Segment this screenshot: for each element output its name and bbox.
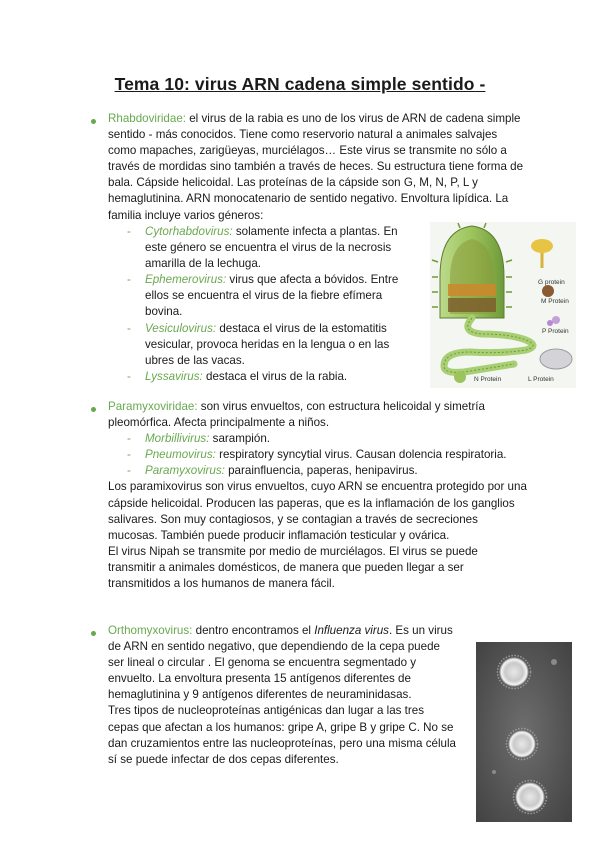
genus-item: - Morbillivirus: sarampión. xyxy=(127,432,270,446)
genus-name: Ephemerovirus: xyxy=(145,273,227,287)
bullet-paramyxoviridae xyxy=(91,407,96,412)
genus-text: destaca el virus de la estomatitis vesicular, provoca heridas en la lengua o en las ubres de las vacas. xyxy=(145,321,390,367)
genus-text: parainfluencia, paperas, henipavirus. xyxy=(224,464,418,478)
orthomyxovirus-paragraph: Orthomyxovirus: dentro encontramos el Influenza virus. Es un virus de ARN en sentido negativo, que dependiendo de la cepa puede ser lineal o circular . El genoma se encuentra segmentado y envuelto. La envoltura presenta 15 antígenos diferentes de hemaglutinina y 9 antígenos diferentes de neuraminidasas. xyxy=(108,624,453,702)
genus-item: - Pneumovirus: respiratory syncytial virus. Causan dolencia respiratoria. xyxy=(127,448,507,462)
influenza-virus-term: Influenza virus xyxy=(314,624,389,637)
page-title: Tema 10: virus ARN cadena simple sentido - xyxy=(114,74,486,94)
genus-text: destaca el virus de la rabia. xyxy=(202,369,348,383)
n-protein-label: N Protein xyxy=(474,376,502,383)
m-protein-label: M Protein xyxy=(541,298,569,305)
genus-item: - Cytorhabdovirus: solamente infecta a plantas. En este género se encuentra el virus de la necrosis amarilla de la lechuga. xyxy=(127,225,398,271)
rhabdoviridae-name: Rhabdoviridae: xyxy=(108,112,186,125)
genus-item: - Lyssavirus: destaca el virus de la rabia. xyxy=(127,369,348,383)
genus-name: Cytorhabdovirus: xyxy=(145,225,233,238)
rhabdoviridae-genera-list xyxy=(108,224,412,385)
genus-text: virus que afecta a bóvidos. Entre ellos se encuentra el virus de la fiebre efímera bovina. xyxy=(145,273,399,319)
orthomyxovirus-name: Orthomyxovirus: xyxy=(108,624,193,637)
genus-name: Vesiculovirus: xyxy=(145,321,217,335)
bullet-rhabdoviridae xyxy=(91,119,96,124)
l-protein-label: L Protein xyxy=(528,376,554,383)
genus-name: Lyssavirus: xyxy=(145,369,203,383)
paramyxoviridae-paragraph-2: Los paramixovirus son virus envueltos, cuyo ARN se encuentra protegido por una cápside helicoidal. Producen las paperas, que es la inflamación de los ganglios salivares. Son muy contagiosos, y se contagian a través de secreciones mucosas. También puede producir inflamación testicular y ovárica. xyxy=(108,480,527,542)
genus-text: solamente infecta a plantas. En este género se encuentra el virus de la necrosis amarilla de la lechuga. xyxy=(145,225,398,271)
paramyxoviridae-name: Paramyxoviridae: xyxy=(108,400,198,413)
genus-item: - Paramyxovirus: parainfluencia, paperas, henipavirus. xyxy=(127,464,418,478)
section-orthomyxovirus xyxy=(108,623,458,768)
genus-item: - Ephemerovirus: virus que afecta a bóvidos. Entre ellos se encuentra el virus de la fiebre efímera bovina. xyxy=(127,273,399,319)
section-paramyxoviridae xyxy=(108,399,528,592)
rhabdovirus-diagram xyxy=(430,222,576,388)
genus-name: Paramyxovirus: xyxy=(145,464,225,478)
genus-name: Pneumovirus: xyxy=(145,448,216,462)
genus-text: respiratory syncytial virus. Causan dolencia respiratoria. xyxy=(215,448,507,462)
section-rhabdoviridae xyxy=(108,111,523,224)
rhabdoviridae-paragraph xyxy=(108,111,523,224)
genus-text: sarampión. xyxy=(209,432,270,446)
paramyxoviridae-paragraph xyxy=(108,399,528,431)
paramyxoviridae-text: son virus envueltos, con estructura helicoidal y simetría pleomórfica. Afecta principalmente a niños. xyxy=(108,400,485,430)
paramyxoviridae-paragraph-3: El virus Nipah se transmite por medio de murciélagos. El virus se puede transmitir a animales domésticos, de manera que pueden llegar a ser transmitidos a los humanos de manera fácil. xyxy=(108,544,478,591)
influenza-micrograph xyxy=(476,642,572,822)
g-protein-label: G protein xyxy=(538,279,565,286)
genus-item: - Vesiculovirus: destaca el virus de la estomatitis vesicular, provoca heridas en la lengua o en las ubres de las vacas. xyxy=(127,321,390,367)
p-protein-label: P Protein xyxy=(542,328,569,335)
orthomyxovirus-paragraph-2: Tres tipos de nucleoproteínas antigénicas dan lugar a las tres cepas que afectan a los humanos: gripe A, gripe B y gripe C. No se dan cruzamientos entre las nucleoproteínas, pero una misma célula sí se puede infectar de dos cepas diferentes. xyxy=(108,704,457,766)
bullet-orthomyxovirus xyxy=(91,631,96,636)
genus-name: Morbillivirus: xyxy=(145,432,210,446)
rhabdoviridae-text: el virus de la rabia es uno de los virus de ARN de cadena simple sentido - más conocidos. Tiene como reservorio natural a animales salvajes como mapaches, zarigüeyas, murciélagos… Este virus se transmite no sólo a través de mordidas sino también a través de heces. Su estructura tiene forma de bala. Cápside helicoidal. Las proteínas de la cápside son G, M, N, P, L y hemaglutinina. ARN monocatenario de sentido negativo. Envoltura lipídica. La familia incluye varios géneros: xyxy=(108,112,524,222)
